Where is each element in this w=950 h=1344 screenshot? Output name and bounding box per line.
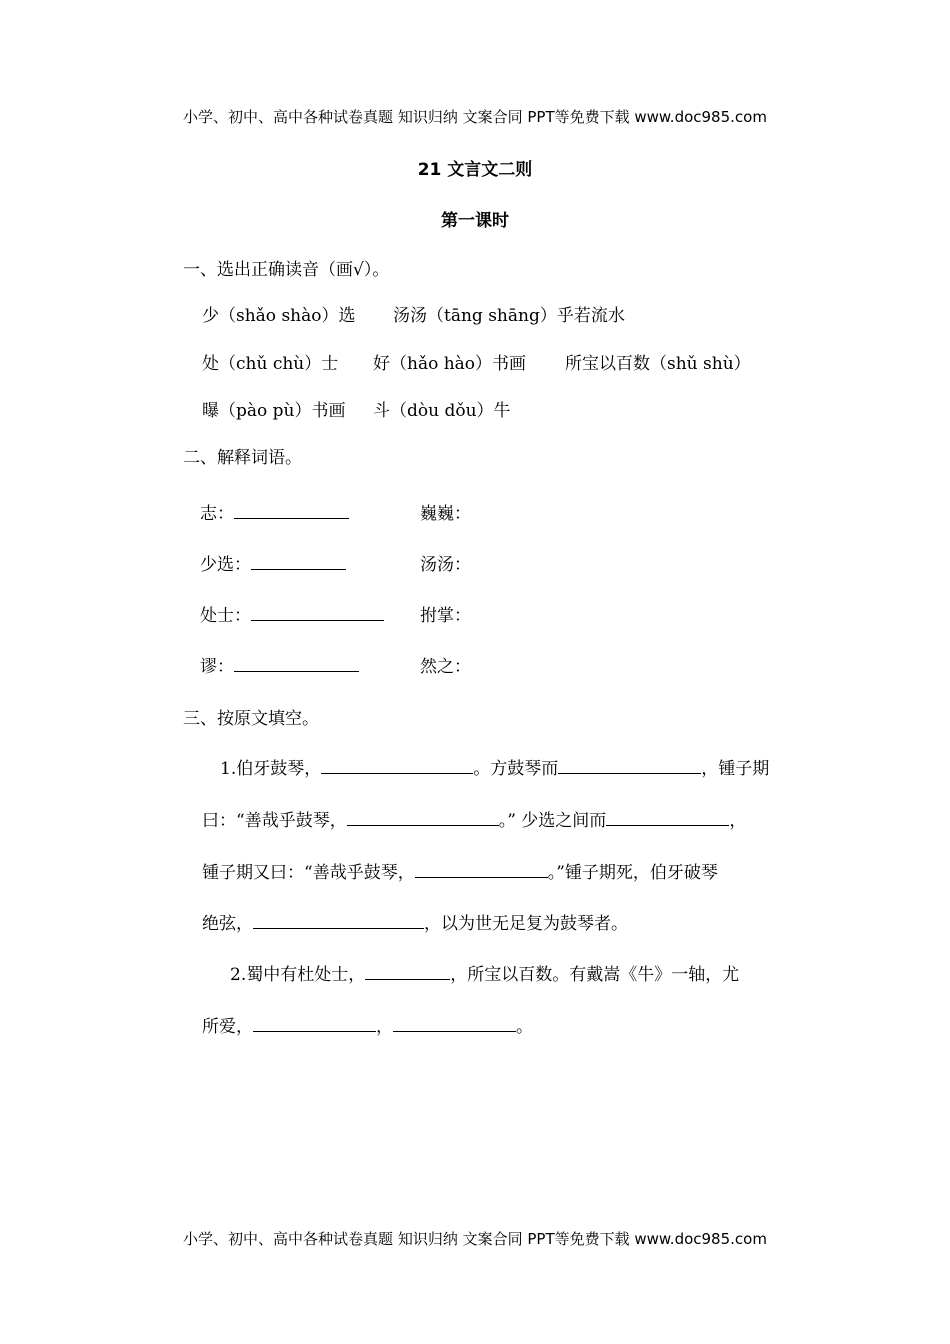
pinyin-item: 所宝以百数（shǔ shù）	[565, 354, 751, 374]
passage-text: 所爱，	[202, 1017, 253, 1037]
answer-blank[interactable]	[321, 755, 473, 774]
answer-blank[interactable]	[253, 1013, 376, 1032]
passage-text: 。”锺子期死，伯牙破琴	[547, 863, 718, 883]
passage-text: 。” 少选之间而	[498, 811, 607, 831]
section2-heading: 二、解释词语。	[183, 448, 302, 468]
vocab-term: 拊掌：	[420, 606, 471, 626]
answer-blank[interactable]	[234, 653, 359, 672]
vocab-term: 巍巍：	[420, 504, 471, 524]
pinyin-item: 好（hǎo hào）书画	[373, 354, 527, 374]
passage-text: 2.蜀中有杜处士，	[230, 965, 366, 985]
fill-line	[230, 960, 739, 985]
fill-line	[220, 754, 769, 779]
answer-blank[interactable]	[347, 807, 499, 826]
vocab-item	[200, 601, 384, 626]
lesson-subtitle: 第一课时	[441, 211, 509, 231]
passage-text: 1.伯牙鼓琴，	[220, 759, 322, 779]
answer-blank[interactable]	[606, 807, 729, 826]
answer-blank[interactable]	[558, 755, 701, 774]
passage-text: 。方鼓琴而	[473, 759, 559, 779]
answer-blank[interactable]	[251, 551, 346, 570]
vocab-item	[200, 550, 346, 575]
passage-text: ，	[376, 1017, 393, 1037]
vocab-term: 汤汤：	[420, 555, 471, 575]
passage-text: ，所宝以百数。有戴嵩《牛》一轴，尤	[450, 965, 740, 985]
fill-line	[202, 858, 718, 883]
pinyin-item: 斗（dòu dǒu）牛	[373, 401, 511, 421]
section3-heading: 三、按原文填空。	[183, 709, 319, 729]
pinyin-item: 处（chǔ chù）士	[202, 354, 339, 374]
pinyin-item: 汤汤（tāng shāng）乎若流水	[393, 306, 625, 326]
answer-blank[interactable]	[251, 602, 384, 621]
passage-text: ，锺子期	[701, 759, 770, 779]
passage-text: 绝弦，	[202, 914, 253, 934]
fill-line	[202, 909, 628, 934]
vocab-term: 少选：	[200, 555, 251, 575]
lesson-title: 21 文言文二则	[417, 160, 533, 180]
passage-text: 锺子期又曰：“善哉乎鼓琴，	[202, 863, 415, 883]
passage-text: 曰：“善哉乎鼓琴，	[202, 811, 347, 831]
answer-blank[interactable]	[253, 910, 424, 929]
vocab-term: 然之：	[420, 657, 471, 677]
vocab-term: 志：	[200, 504, 234, 524]
vocab-term: 谬：	[200, 657, 234, 677]
answer-blank[interactable]	[234, 500, 349, 519]
answer-blank[interactable]	[365, 961, 450, 980]
answer-blank[interactable]	[415, 859, 548, 878]
vocab-item	[200, 652, 359, 677]
pinyin-item: 少（shǎo shào）选	[202, 306, 356, 326]
answer-blank[interactable]	[393, 1013, 516, 1032]
passage-text: ，以为世无足复为鼓琴者。	[424, 914, 628, 934]
vocab-item	[200, 499, 349, 524]
passage-text: 。	[516, 1017, 533, 1037]
fill-line	[202, 1012, 533, 1037]
page-footer: 小学、初中、高中各种试卷真题 知识归纳 文案合同 PPT等免费下载 www.doc985.com	[183, 1230, 767, 1248]
page-header: 小学、初中、高中各种试卷真题 知识归纳 文案合同 PPT等免费下载 www.doc985.com	[183, 108, 767, 126]
fill-line	[202, 806, 746, 831]
passage-text: ，	[729, 811, 747, 831]
vocab-term: 处士：	[200, 606, 251, 626]
pinyin-item: 曝（pào pù）书画	[202, 401, 346, 421]
section1-heading: 一、选出正确读音（画√）。	[183, 260, 390, 280]
